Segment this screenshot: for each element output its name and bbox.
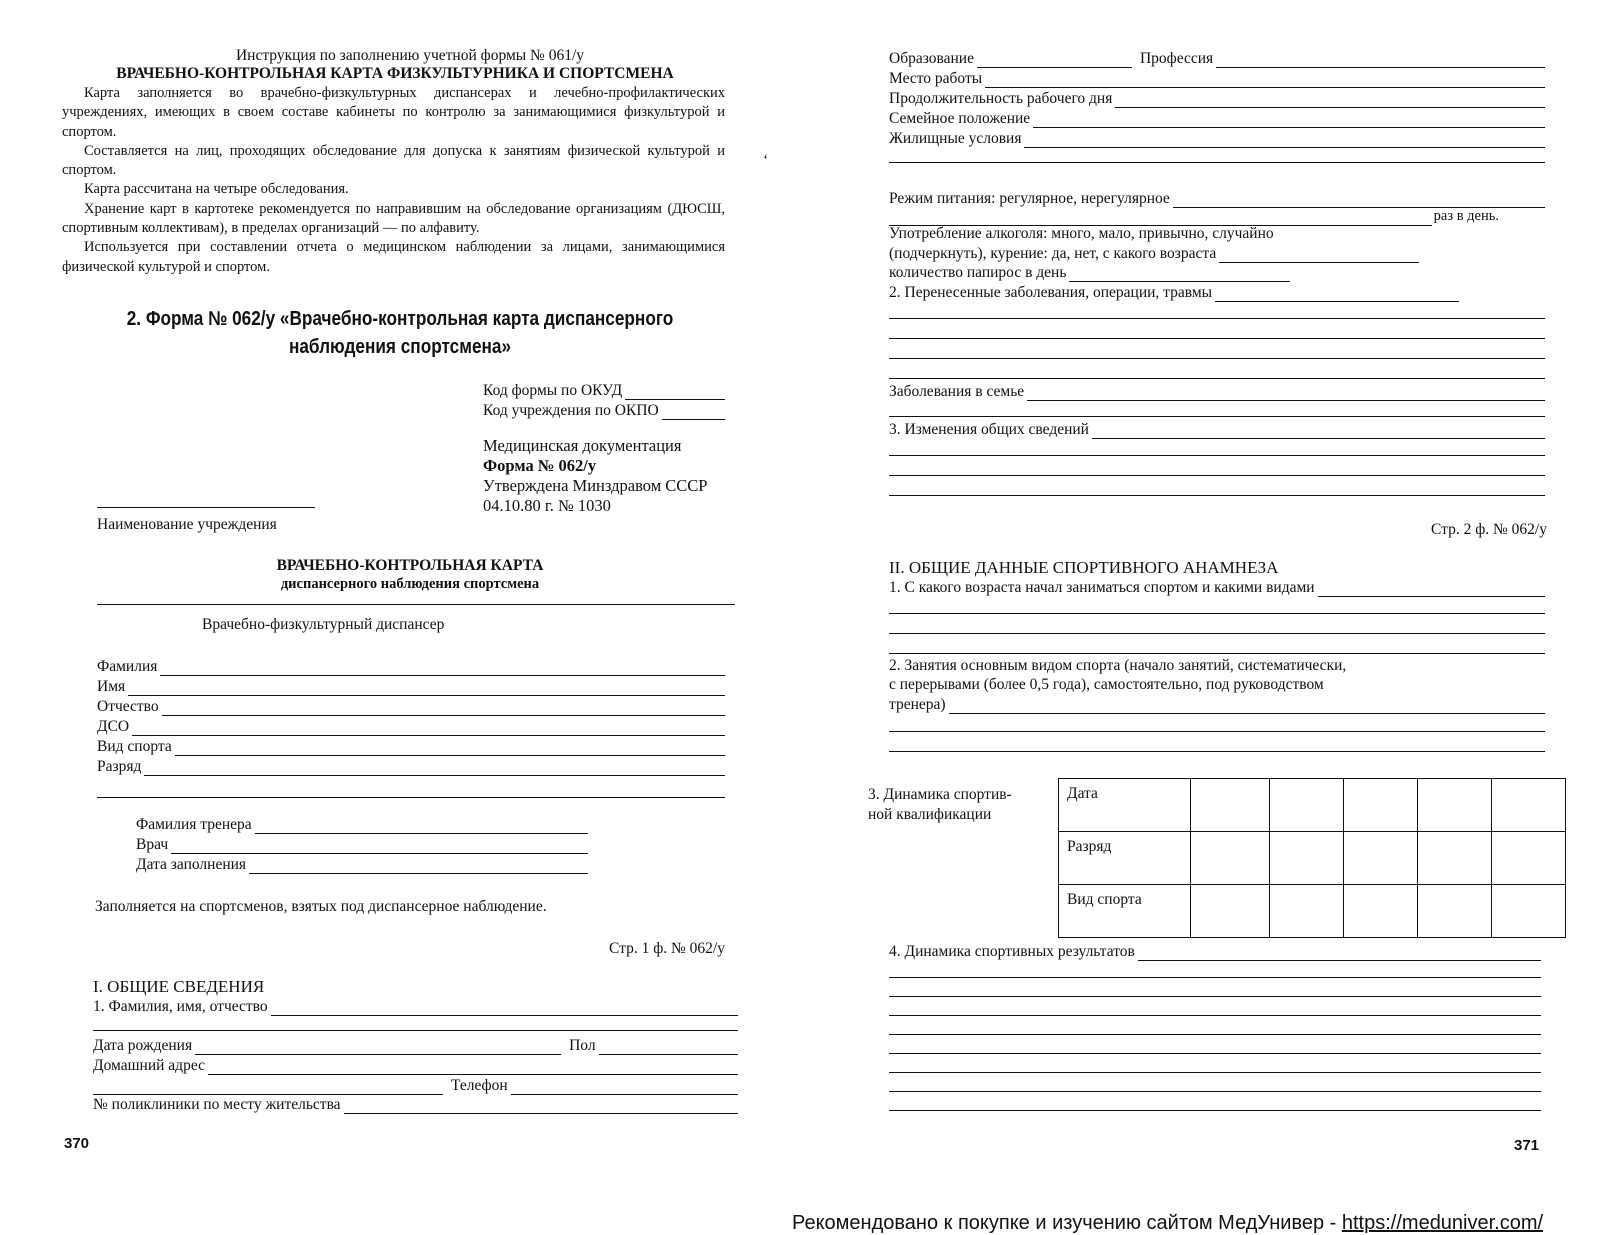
table-header-date: Дата xyxy=(1059,779,1191,832)
approved-label: Утверждена Минздравом СССР xyxy=(483,476,708,495)
table-cell[interactable] xyxy=(1492,885,1566,938)
blank-line[interactable] xyxy=(889,416,1545,417)
table-cell[interactable] xyxy=(1492,832,1566,885)
blank-line[interactable] xyxy=(889,495,1545,496)
blank-line[interactable] xyxy=(93,1030,738,1031)
dso-label: ДСО xyxy=(97,718,130,735)
housing-label: Жилищные условия xyxy=(889,130,1022,147)
okud-label: Код формы по ОКУД xyxy=(483,382,623,399)
blank-line[interactable] xyxy=(889,613,1545,614)
page-ref: Стр. 2 ф. № 062/у xyxy=(1431,521,1547,538)
okud-field xyxy=(483,380,725,400)
blank-line[interactable] xyxy=(889,1110,1541,1111)
birth-input-line[interactable] xyxy=(195,1039,561,1055)
phone-input-line[interactable] xyxy=(511,1079,738,1095)
workplace-field xyxy=(889,68,1545,88)
times-per-day-label: раз в день. xyxy=(1433,208,1499,224)
blank-line[interactable] xyxy=(889,633,1545,634)
cigarettes-label: количество папирос в день xyxy=(889,264,1067,281)
housing-field xyxy=(889,128,1545,148)
instruction-paragraph: Карта заполняется во врачебно-физкультурных диспансерах и лечебно-профилактических учреждениях, имеющих в своем составе кабинеты по контролю за занимающимися физкультурой и спортом. xyxy=(62,85,725,140)
family-diseases-input-line[interactable] xyxy=(1027,385,1545,401)
patronymic-label: Отчество xyxy=(97,698,159,715)
okpo-label: Код учреждения по ОКПО xyxy=(483,402,659,419)
cigarettes-input-line[interactable] xyxy=(1069,266,1290,282)
blank-line[interactable] xyxy=(889,751,1545,752)
diseases-field xyxy=(889,282,1459,302)
date-filled-field xyxy=(136,854,588,874)
blank-line[interactable] xyxy=(889,653,1545,654)
okpo-field xyxy=(483,400,725,420)
q3-label-line2: ной квалификации xyxy=(868,806,992,823)
table-cell[interactable] xyxy=(1418,832,1492,885)
doctor-field xyxy=(136,834,588,854)
diet-field xyxy=(889,188,1545,208)
section1-title: I. ОБЩИЕ СВЕДЕНИЯ xyxy=(93,977,265,996)
table-cell[interactable] xyxy=(1191,885,1270,938)
family-diseases-label: Заболевания в семье xyxy=(889,383,1025,400)
dso-field xyxy=(97,716,725,736)
address-field xyxy=(93,1055,738,1075)
footer-text: Рекомендовано к покупке и изучению сайтом МедУнивер - xyxy=(792,1212,1342,1234)
cigarettes-field xyxy=(889,262,1290,282)
table-cell[interactable] xyxy=(1418,885,1492,938)
smoking-field xyxy=(889,243,1419,263)
qualification-table xyxy=(1058,778,1566,938)
changes-field xyxy=(889,419,1545,439)
approved-date: 04.10.80 г. № 1030 xyxy=(483,496,611,515)
blank-line[interactable] xyxy=(889,1053,1541,1054)
address-input-line[interactable] xyxy=(208,1059,738,1075)
education-input-line[interactable] xyxy=(977,52,1132,68)
alcohol-label: Употребление алкоголя: много, мало, привычно, случайно xyxy=(889,225,1274,242)
blank-line[interactable] xyxy=(889,977,1541,978)
q1-field xyxy=(889,577,1545,597)
instruction-paragraph: Карта рассчитана на четыре обследования. xyxy=(84,181,349,198)
instruction-text xyxy=(62,84,725,277)
sport-field xyxy=(97,736,725,756)
page-number: 370 xyxy=(64,1135,90,1152)
card-title: ВРАЧЕБНО-КОНТРОЛЬНАЯ КАРТА xyxy=(276,557,544,574)
q2-label-line3: тренера) xyxy=(889,696,946,713)
note-text: Заполняется на спортсменов, взятых под диспансерное наблюдение. xyxy=(95,898,547,915)
okpo-input-line[interactable] xyxy=(662,404,725,420)
q2-input-line[interactable] xyxy=(949,698,1545,714)
blank-line[interactable] xyxy=(889,1034,1541,1035)
blank-line[interactable] xyxy=(889,1072,1541,1073)
workday-label: Продолжительность рабочего дня xyxy=(889,90,1113,107)
education-label: Образование xyxy=(889,50,974,67)
sport-label: Вид спорта xyxy=(97,738,172,755)
clinic-label: № поликлиники по месту жительства xyxy=(93,1096,341,1113)
right-page xyxy=(763,0,1600,1234)
phone-field xyxy=(93,1075,738,1095)
patronymic-input-line[interactable] xyxy=(162,700,725,716)
med-doc-label: Медицинская документация xyxy=(483,436,682,455)
education-profession-field xyxy=(889,48,1545,68)
surname-input-line[interactable] xyxy=(160,660,725,676)
left-page xyxy=(0,0,800,1231)
address-continuation-line[interactable] xyxy=(93,1079,443,1095)
blank-line[interactable] xyxy=(889,455,1545,456)
workplace-input-line[interactable] xyxy=(985,72,1545,88)
profession-label: Профессия xyxy=(1139,50,1214,67)
date-filled-label: Дата заполнения xyxy=(136,856,247,873)
name-label: Имя xyxy=(97,678,126,695)
housing-input-line[interactable] xyxy=(1024,132,1545,148)
surname-field xyxy=(97,656,725,676)
table-cell[interactable] xyxy=(1270,779,1344,832)
dso-input-line[interactable] xyxy=(132,720,725,736)
workday-input-line[interactable] xyxy=(1115,92,1545,108)
sex-label: Пол xyxy=(569,1037,596,1054)
table-cell[interactable] xyxy=(1344,885,1418,938)
changes-label: 3. Изменения общих сведений xyxy=(889,421,1089,438)
fio-input-line[interactable] xyxy=(271,1000,738,1016)
clinic-input-line[interactable] xyxy=(344,1098,738,1114)
table-cell[interactable] xyxy=(1344,832,1418,885)
rank-field xyxy=(97,756,725,776)
footer-link[interactable]: https://meduniver.com/ xyxy=(1341,1212,1544,1234)
diet-label: Режим питания: регулярное, нерегулярное xyxy=(889,190,1170,207)
table-header-rank: Разряд xyxy=(1059,832,1191,885)
birth-sex-field xyxy=(93,1035,738,1055)
q2-field xyxy=(889,694,1545,714)
birth-label: Дата рождения xyxy=(93,1037,193,1054)
coach-field xyxy=(136,814,588,834)
blank-line[interactable] xyxy=(889,1091,1541,1092)
table-cell[interactable] xyxy=(1344,779,1418,832)
institution-label: Наименование учреждения xyxy=(97,516,277,533)
family-status-input-line[interactable] xyxy=(1033,112,1545,128)
table-cell[interactable] xyxy=(1418,779,1492,832)
q3-label-line1: 3. Динамика спортив- xyxy=(868,786,1012,803)
address-label: Домашний адрес xyxy=(93,1057,205,1074)
sport-input-line[interactable] xyxy=(175,740,725,756)
phone-label: Телефон xyxy=(451,1077,508,1094)
rank-input-line[interactable] xyxy=(144,760,725,776)
institution-line[interactable] xyxy=(97,507,315,508)
table-header-sport: Вид спорта xyxy=(1059,885,1191,938)
form-number: Форма № 062/у xyxy=(483,456,597,475)
q4-label: 4. Динамика спортивных результатов xyxy=(889,943,1135,960)
okud-input-line[interactable] xyxy=(625,384,725,400)
instruction-paragraph: Используется при составлении отчета о медицинском наблюдении за лицами, занимающимися физической культурой и спортом. xyxy=(62,239,725,275)
diseases-input-line[interactable] xyxy=(1215,286,1459,302)
patronymic-field xyxy=(97,696,725,716)
table-cell[interactable] xyxy=(1191,832,1270,885)
q2-label-line1: 2. Занятия основным видом спорта (начало занятий, систематически, xyxy=(889,657,1347,674)
table-cell[interactable] xyxy=(1191,779,1270,832)
doctor-label: Врач xyxy=(136,836,169,853)
clinic-field xyxy=(93,1094,738,1114)
rank-label: Разряд xyxy=(97,758,142,775)
table-cell[interactable] xyxy=(1270,832,1344,885)
blank-line[interactable] xyxy=(889,338,1545,339)
q2-label-line2: с перерывами (более 0,5 года), самостоятельно, под руководством xyxy=(889,676,1324,693)
meals-per-day-field xyxy=(889,206,1499,226)
dispensary-line[interactable] xyxy=(97,604,735,605)
smoking-age-input-line[interactable] xyxy=(1219,247,1419,263)
doctor-input-line[interactable] xyxy=(171,838,588,854)
diseases-label: 2. Перенесенные заболевания, операции, травмы xyxy=(889,284,1213,301)
sex-input-line[interactable] xyxy=(599,1039,738,1055)
coach-input-line[interactable] xyxy=(255,818,588,834)
name-input-line[interactable] xyxy=(128,680,725,696)
q1-input-line[interactable] xyxy=(1318,581,1545,597)
instruction-paragraph: Составляется на лиц, проходящих обследование для допуска к занятиям физической культурой и спортом. xyxy=(62,142,725,179)
fio-field xyxy=(93,996,738,1016)
card-subtitle: диспансерного наблюдения спортсмена xyxy=(280,576,540,592)
section2-title: II. ОБЩИЕ ДАННЫЕ СПОРТИВНОГО АНАМНЕЗА xyxy=(889,558,1279,577)
table-row xyxy=(1059,885,1566,938)
table-row xyxy=(1059,832,1566,885)
page-ref: Стр. 1 ф. № 062/у xyxy=(609,940,725,957)
table-cell[interactable] xyxy=(1492,779,1566,832)
profession-input-line[interactable] xyxy=(1216,52,1545,68)
blank-line[interactable] xyxy=(889,162,1545,163)
section-heading-line1: 2. Форма № 062/у «Врачебно-контрольная карта диспансерного xyxy=(126,308,674,330)
date-filled-input-line[interactable] xyxy=(249,858,588,874)
family-status-field xyxy=(889,108,1545,128)
blank-line[interactable] xyxy=(889,378,1545,379)
table-cell[interactable] xyxy=(1270,885,1344,938)
blank-line[interactable] xyxy=(97,797,725,798)
q4-input-line[interactable] xyxy=(1138,945,1541,961)
margin-mark: ʻ xyxy=(763,152,769,169)
blank-line[interactable] xyxy=(889,1015,1541,1016)
smoking-label: (подчеркнуть), курение: да, нет, с какого возраста xyxy=(889,245,1217,262)
blank-line[interactable] xyxy=(889,996,1541,997)
blank-line[interactable] xyxy=(889,358,1545,359)
dispensary-label: Врачебно-физкультурный диспансер xyxy=(202,616,445,633)
footer-recommendation xyxy=(792,1212,1543,1235)
surname-label: Фамилия xyxy=(97,658,158,675)
blank-line[interactable] xyxy=(889,475,1545,476)
q1-label: 1. С какого возраста начал заниматься спортом и какими видами xyxy=(889,579,1315,596)
workplace-label: Место работы xyxy=(889,70,983,87)
family-status-label: Семейное положение xyxy=(889,110,1031,127)
workday-field xyxy=(889,88,1545,108)
fio-label: 1. Фамилия, имя, отчество xyxy=(93,998,268,1015)
page-number: 371 xyxy=(1514,1137,1540,1154)
section-heading-line2: наблюдения спортсмена» xyxy=(288,336,512,358)
name-field xyxy=(97,676,725,696)
changes-input-line[interactable] xyxy=(1092,423,1545,439)
table-row xyxy=(1059,779,1566,832)
blank-line[interactable] xyxy=(889,731,1545,732)
blank-line[interactable] xyxy=(889,318,1545,319)
coach-label: Фамилия тренера xyxy=(136,816,252,833)
instruction-paragraph: Хранение карт в картотеке рекомендуется по направившим на обследование организациям (ДЮСШ, спортивным коллективам), в пределах организаций — по алфавиту. xyxy=(62,200,725,237)
instruction-title: Инструкция по заполнению учетной формы № 061/у xyxy=(235,47,585,64)
family-diseases-field xyxy=(889,381,1545,401)
q4-field xyxy=(889,941,1541,961)
instruction-heading: ВРАЧЕБНО-КОНТРОЛЬНАЯ КАРТА ФИЗКУЛЬТУРНИКА И СПОРТСМЕНА xyxy=(116,65,674,82)
